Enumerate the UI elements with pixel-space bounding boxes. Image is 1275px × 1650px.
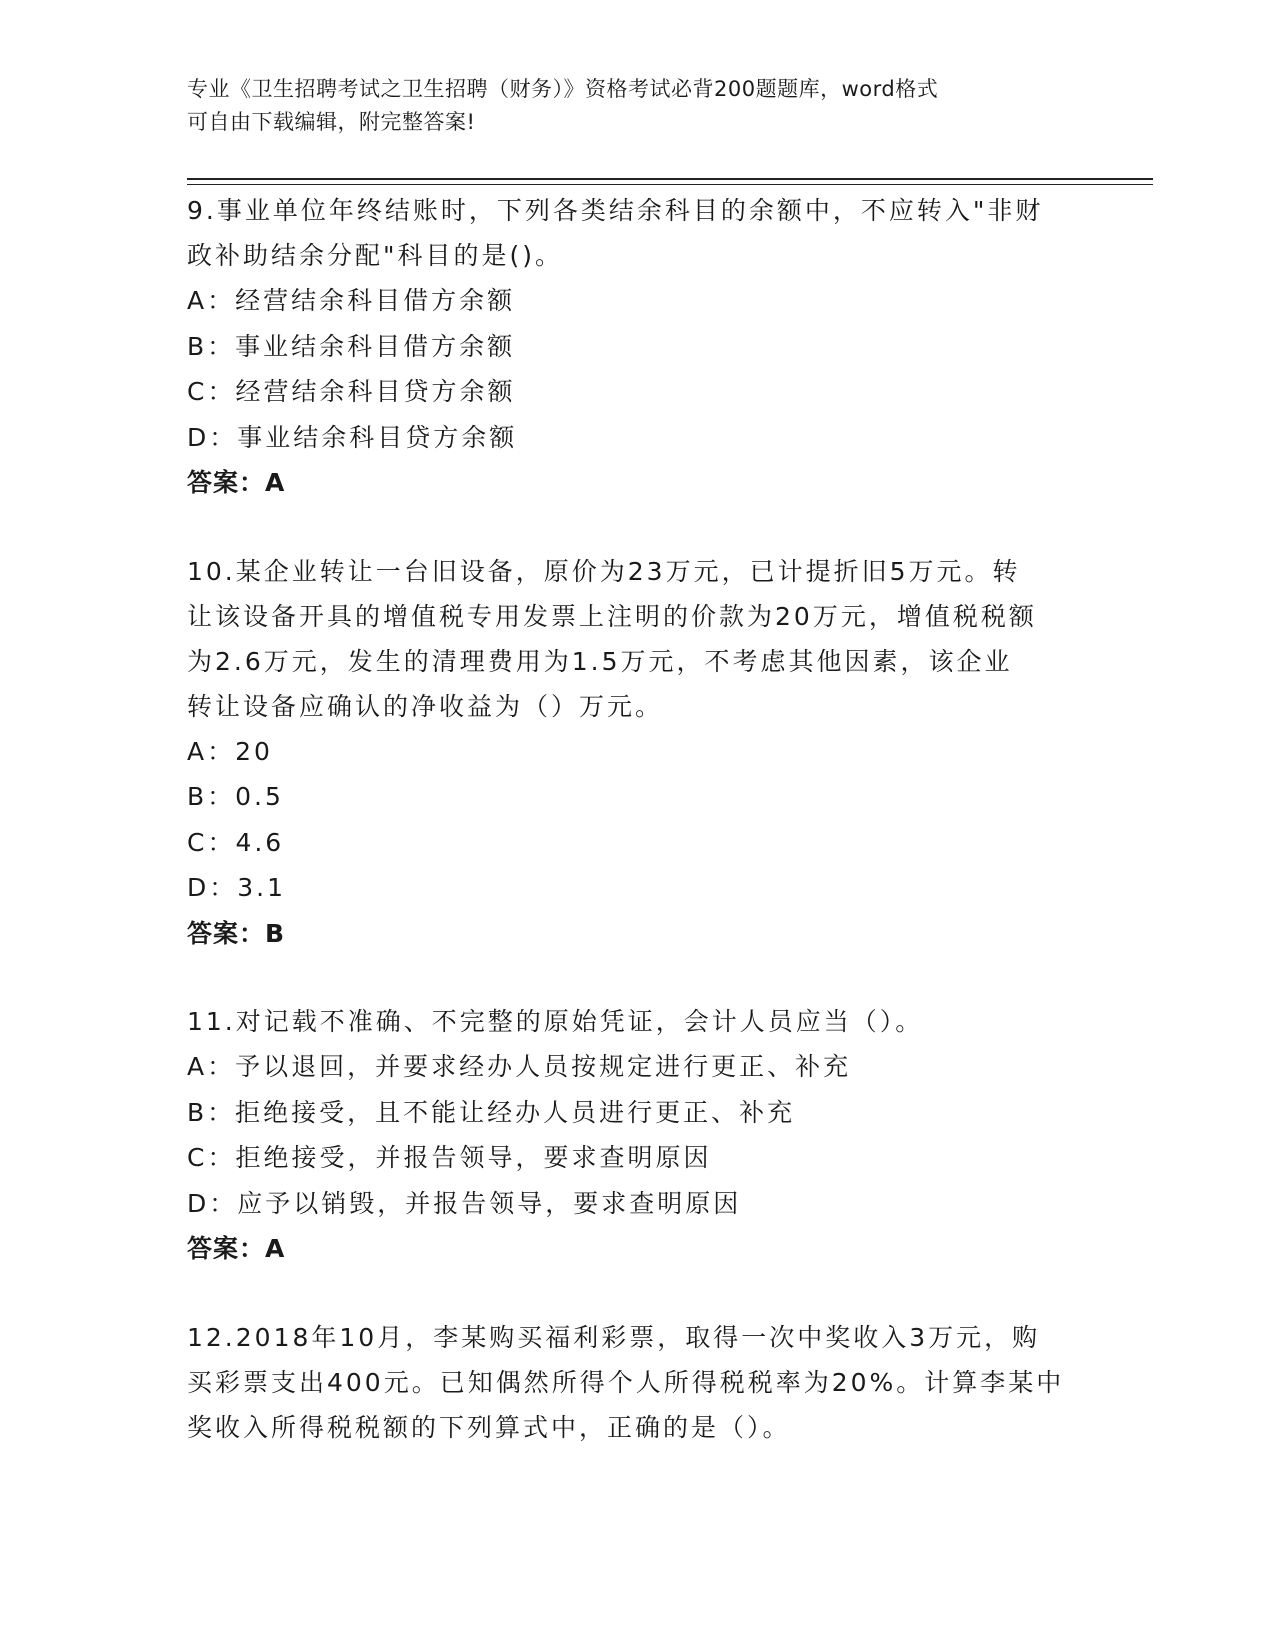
option-d: D：3.1 bbox=[187, 873, 287, 902]
spacer bbox=[187, 506, 1087, 549]
option-d: D：事业结余科目贷方余额 bbox=[187, 422, 518, 452]
question-10 bbox=[187, 549, 1087, 957]
header-divider-thin bbox=[187, 184, 1153, 185]
option-b: B：事业结余科目借方余额 bbox=[187, 331, 516, 361]
answer: 答案：A bbox=[187, 1234, 286, 1263]
option-a: A：予以退回，并要求经办人员按规定进行更正、补充 bbox=[187, 1052, 852, 1081]
question-list bbox=[187, 188, 1087, 1450]
question-text-line: 买彩票支出400元。已知偶然所得个人所得税税率为20%。计算李某中 bbox=[187, 1367, 1065, 1397]
question-text-line: 让该设备开具的增值税专用发票上注明的价款为20万元，增值税税额 bbox=[187, 601, 1037, 631]
question-9 bbox=[187, 188, 1087, 506]
question-text-line: 为2.6万元，发生的清理费用为1.5万元，不考虑其他因素，该企业 bbox=[187, 646, 1013, 676]
header-divider-thick bbox=[187, 178, 1153, 180]
option-c: C：经营结余科目贷方余额 bbox=[187, 377, 516, 406]
option-a: A：经营结余科目借方余额 bbox=[187, 286, 516, 315]
question-text-line: 10.某企业转让一台旧设备，原价为23万元，已计提折旧5万元。转 bbox=[187, 556, 1021, 586]
question-text-line: 9.事业单位年终结账时，下列各类结余科目的余额中，不应转入"非财 bbox=[187, 196, 1044, 225]
answer: 答案：B bbox=[187, 918, 286, 948]
document-header bbox=[187, 73, 1067, 139]
option-c: C：拒绝接受，并报告领导，要求查明原因 bbox=[187, 1143, 712, 1172]
spacer bbox=[187, 1272, 1087, 1315]
option-c: C：4.6 bbox=[187, 827, 285, 857]
header-title-line-1: 专业《卫生招聘考试之卫生招聘（财务）》资格考试必背200题题库，word格式 bbox=[187, 77, 939, 101]
header-title-line-2: 可自由下载编辑，附完整答案! bbox=[187, 110, 476, 134]
question-text-line: 12.2018年10月，李某购买福利彩票，取得一次中奖收入3万元，购 bbox=[187, 1322, 1041, 1352]
answer: 答案：A bbox=[187, 468, 286, 497]
option-b: B：0.5 bbox=[187, 782, 284, 811]
question-11 bbox=[187, 999, 1087, 1272]
spacer bbox=[187, 956, 1087, 999]
question-text-line: 11.对记载不准确、不完整的原始凭证，会计人员应当（）。 bbox=[187, 1007, 924, 1036]
question-text-line: 政补助结余分配"科目的是()。 bbox=[187, 241, 564, 270]
question-text-line: 奖收入所得税税额的下列算式中，正确的是（）。 bbox=[187, 1412, 791, 1442]
option-b: B：拒绝接受，且不能让经办人员进行更正、补充 bbox=[187, 1097, 796, 1127]
option-a: A：20 bbox=[187, 736, 273, 766]
question-text-line: 转让设备应确认的净收益为（）万元。 bbox=[187, 691, 664, 721]
question-12 bbox=[187, 1315, 1087, 1450]
option-d: D：应予以销毁，并报告领导，要求查明原因 bbox=[187, 1188, 742, 1218]
